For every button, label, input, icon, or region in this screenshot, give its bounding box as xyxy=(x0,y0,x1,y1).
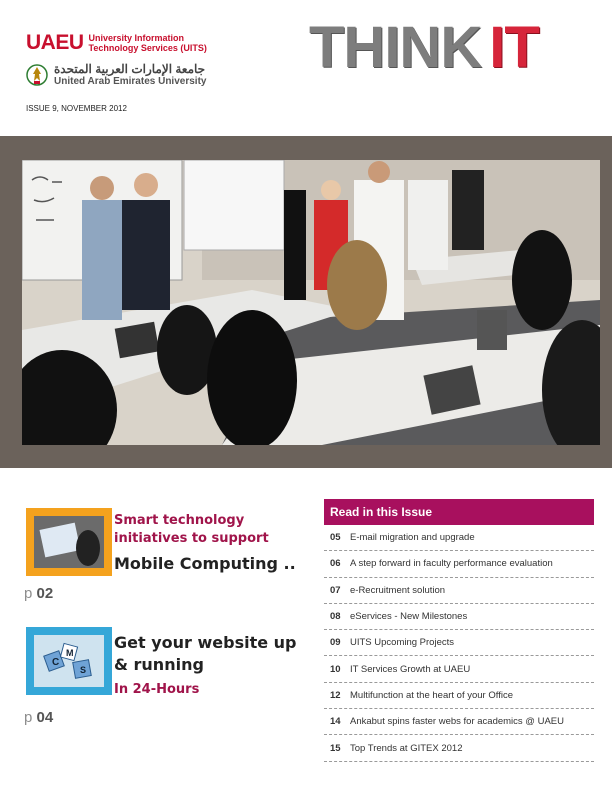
article-mobile-page xyxy=(24,585,53,602)
toc-item[interactable] xyxy=(324,735,594,761)
person xyxy=(408,180,448,270)
uaeu-logo-mark: UAEU xyxy=(26,31,84,54)
person xyxy=(452,170,484,250)
cms-thumbnail xyxy=(26,627,112,695)
classroom-photo-illustration xyxy=(22,160,600,445)
article-mobile-subtitle: Smart technology initiatives to support xyxy=(114,513,269,546)
uits-logo xyxy=(26,31,207,55)
article-website-subtitle: In 24-Hours xyxy=(114,682,200,697)
table-of-contents xyxy=(324,499,594,762)
university-logo xyxy=(26,62,206,88)
logo-subtitle-line2: Technology Services (UITS) xyxy=(88,43,207,53)
page-number: 02 xyxy=(36,585,54,602)
toc-item-number: 06 xyxy=(330,558,341,570)
toc-item-title: A step forward in faculty performance evaluation xyxy=(350,558,553,570)
page-number: 04 xyxy=(36,709,54,726)
projection-screen xyxy=(184,160,284,250)
tablet xyxy=(477,310,507,350)
mobile-computing-thumbnail xyxy=(26,508,112,576)
cms-letter-s: S xyxy=(80,665,87,675)
toc-item[interactable] xyxy=(324,630,594,656)
university-name-arabic: جامعة الإمارات العربية المتحدة xyxy=(54,61,206,76)
article-mobile-title: Mobile Computing .. xyxy=(114,554,296,573)
student xyxy=(327,240,387,330)
person xyxy=(82,200,122,320)
toc-item[interactable] xyxy=(324,683,594,709)
masthead-word-it: IT xyxy=(489,15,539,80)
person xyxy=(284,190,306,300)
toc-item[interactable] xyxy=(324,709,594,735)
falcon-emblem-icon xyxy=(26,62,48,88)
toc-item[interactable] xyxy=(324,578,594,604)
toc-item-title: IT Services Growth at UAEU xyxy=(350,663,471,675)
student xyxy=(207,310,297,445)
issue-label: ISSUE 9, NOVEMBER 2012 xyxy=(26,104,127,113)
toc-item-number: 10 xyxy=(330,663,341,675)
masthead-title xyxy=(309,15,539,80)
toc-item-title: e-Recruitment solution xyxy=(350,584,446,596)
person xyxy=(122,200,170,310)
toc-item-title: Ankabut spins faster webs for academics @ UAEU xyxy=(350,716,564,728)
toc-item[interactable] xyxy=(324,551,594,577)
logo-subtitle-line1: University Information xyxy=(88,33,185,43)
cover-photo xyxy=(22,160,600,445)
cms-letter-c: C xyxy=(52,657,60,668)
article-website-title: Get your website up & running xyxy=(114,633,297,674)
toc-item-number: 09 xyxy=(330,637,341,649)
student xyxy=(512,230,572,330)
toc-item-title: E-mail migration and upgrade xyxy=(350,532,475,544)
toc-item-title: Top Trends at GITEX 2012 xyxy=(350,742,463,754)
toc-item-number: 15 xyxy=(330,742,341,754)
uits-logo-subtitle xyxy=(89,33,207,53)
toc-item[interactable] xyxy=(324,525,594,551)
toc-item-number: 14 xyxy=(330,716,341,728)
page-prefix: p xyxy=(24,709,33,726)
cms-letter-m: M xyxy=(66,648,74,658)
toc-item-title: eServices - New Milestones xyxy=(350,611,468,623)
university-name-english: United Arab Emirates University xyxy=(54,75,207,87)
toc-item-number: 08 xyxy=(330,611,341,623)
toc-item[interactable] xyxy=(324,656,594,682)
article-website-page xyxy=(24,709,53,726)
toc-heading: Read in this Issue xyxy=(324,499,594,525)
masthead-word-think: THINK xyxy=(309,15,482,80)
toc-item-title: Multifunction at the heart of your Office xyxy=(350,689,513,701)
toc-item[interactable] xyxy=(324,604,594,630)
toc-item-title: UITS Upcoming Projects xyxy=(350,637,455,649)
page-prefix: p xyxy=(24,585,33,602)
toc-item-number: 12 xyxy=(330,689,341,701)
toc-item-number: 07 xyxy=(330,584,341,596)
toc-item-number: 05 xyxy=(330,532,341,544)
